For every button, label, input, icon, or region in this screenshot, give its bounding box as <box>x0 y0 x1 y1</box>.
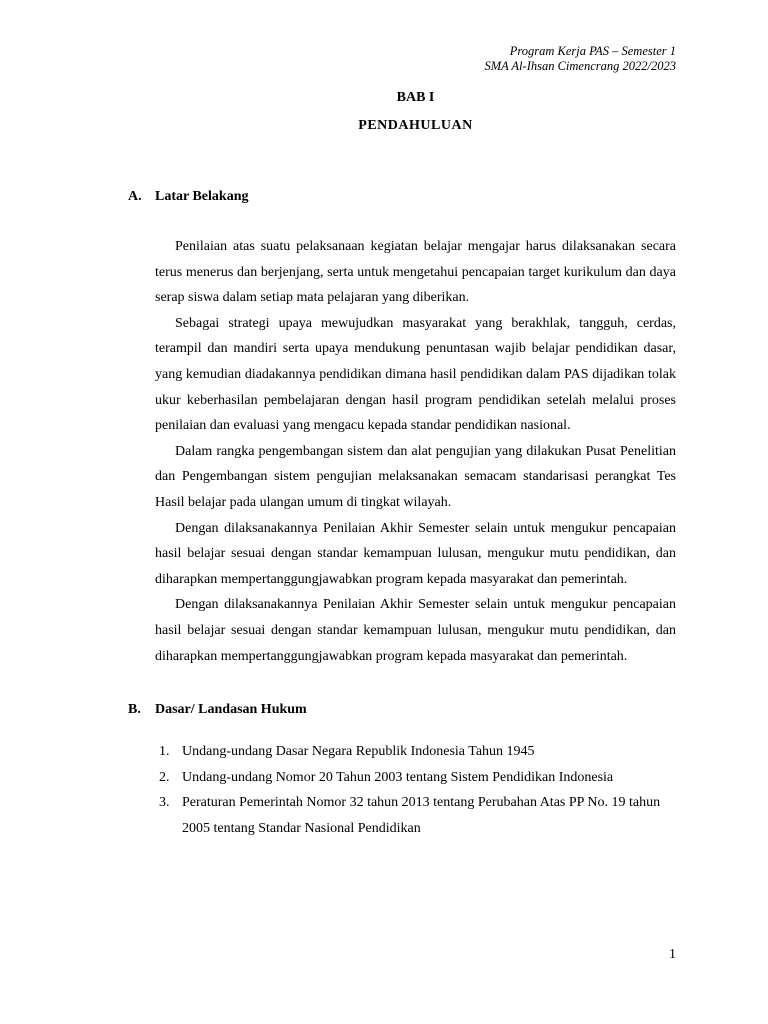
list-item <box>155 739 676 765</box>
page-number: 1 <box>669 947 676 962</box>
paragraph-1: Penilaian atas suatu pelaksanaan kegiatan belajar mengajar harus dilaksanakan secara terus menerus dan berjenjang, serta untuk mengetahui pencapaian target kurikulum dan daya serap siswa dalam setiap mata pelajaran yang diberikan. <box>155 239 676 306</box>
section-b-heading <box>128 700 676 720</box>
section-b-title: Dasar/ Landasan Hukum <box>155 702 307 718</box>
list-item-number: 3. <box>159 795 170 811</box>
list-item-text: Undang-undang Nomor 20 Tahun 2003 tentang Sistem Pendidikan Indonesia <box>182 769 614 785</box>
list-item-number: 2. <box>159 769 170 785</box>
section-a-body <box>155 234 676 669</box>
list-item <box>155 790 676 841</box>
list-item <box>155 765 676 791</box>
chapter-title: PENDAHULUAN <box>358 118 473 133</box>
legal-basis-list <box>155 739 676 841</box>
chapter-number: BAB I <box>396 90 435 105</box>
list-item-number: 1. <box>159 744 170 760</box>
paragraph-5: Dengan dilaksanakannya Penilaian Akhir Semester selain untuk mengukur pencapaian hasil belajar sesuai dengan standar kemampuan lulusan, mengukur mutu pendidikan, dan diharapkan mempertanggungjawabkan program kepada masyarakat dan pemerintah. <box>155 597 676 664</box>
paragraph-2: Sebagai strategi upaya mewujudkan masyarakat yang berakhlak, tangguh, cerdas, terampil dan mandiri serta upaya mendukung penuntasan wajib belajar pendidikan dasar, yang kemudian diadakannya pendidikan dimana hasil pendidikan dalam PAS dijadikan tolak ukur keberhasilan pembelajaran dengan hasil program pendidikan setelah melalui proses penilaian dan evaluasi yang mengacu kepada standar pendidikan nasional. <box>155 315 676 434</box>
list-item-text: Peraturan Pemerintah Nomor 32 tahun 2013 tentang Perubahan Atas PP No. 19 tahun 2005 tentang Standar Nasional Pendidikan <box>182 795 661 836</box>
section-a-heading <box>128 187 676 207</box>
paragraph-3: Dalam rangka pengembangan sistem dan alat pengujian yang dilakukan Pusat Penelitian dan Pengembangan sistem pengujian melaksanakan semacam standarisasi perangkat Tes Hasil belajar pada ulangan umum di tingkat wilayah. <box>155 443 676 510</box>
list-item-text: Undang-undang Dasar Negara Republik Indonesia Tahun 1945 <box>182 744 535 760</box>
running-header-line-1: Program Kerja PAS – Semester 1 <box>509 44 676 58</box>
section-a-title: Latar Belakang <box>155 189 249 204</box>
section-b-letter: B. <box>128 702 141 718</box>
section-a-letter: A. <box>128 189 142 204</box>
paragraph-4: Dengan dilaksanakannya Penilaian Akhir Semester selain untuk mengukur pencapaian hasil belajar sesuai dengan standar kemampuan lulusan, mengukur mutu pendidikan, dan diharapkan mempertanggungjawabkan program kepada masyarakat dan pemerintah. <box>155 520 676 587</box>
running-header-line-2: SMA Al-Ihsan Cimencrang 2022/2023 <box>484 59 676 73</box>
running-header <box>155 44 676 74</box>
